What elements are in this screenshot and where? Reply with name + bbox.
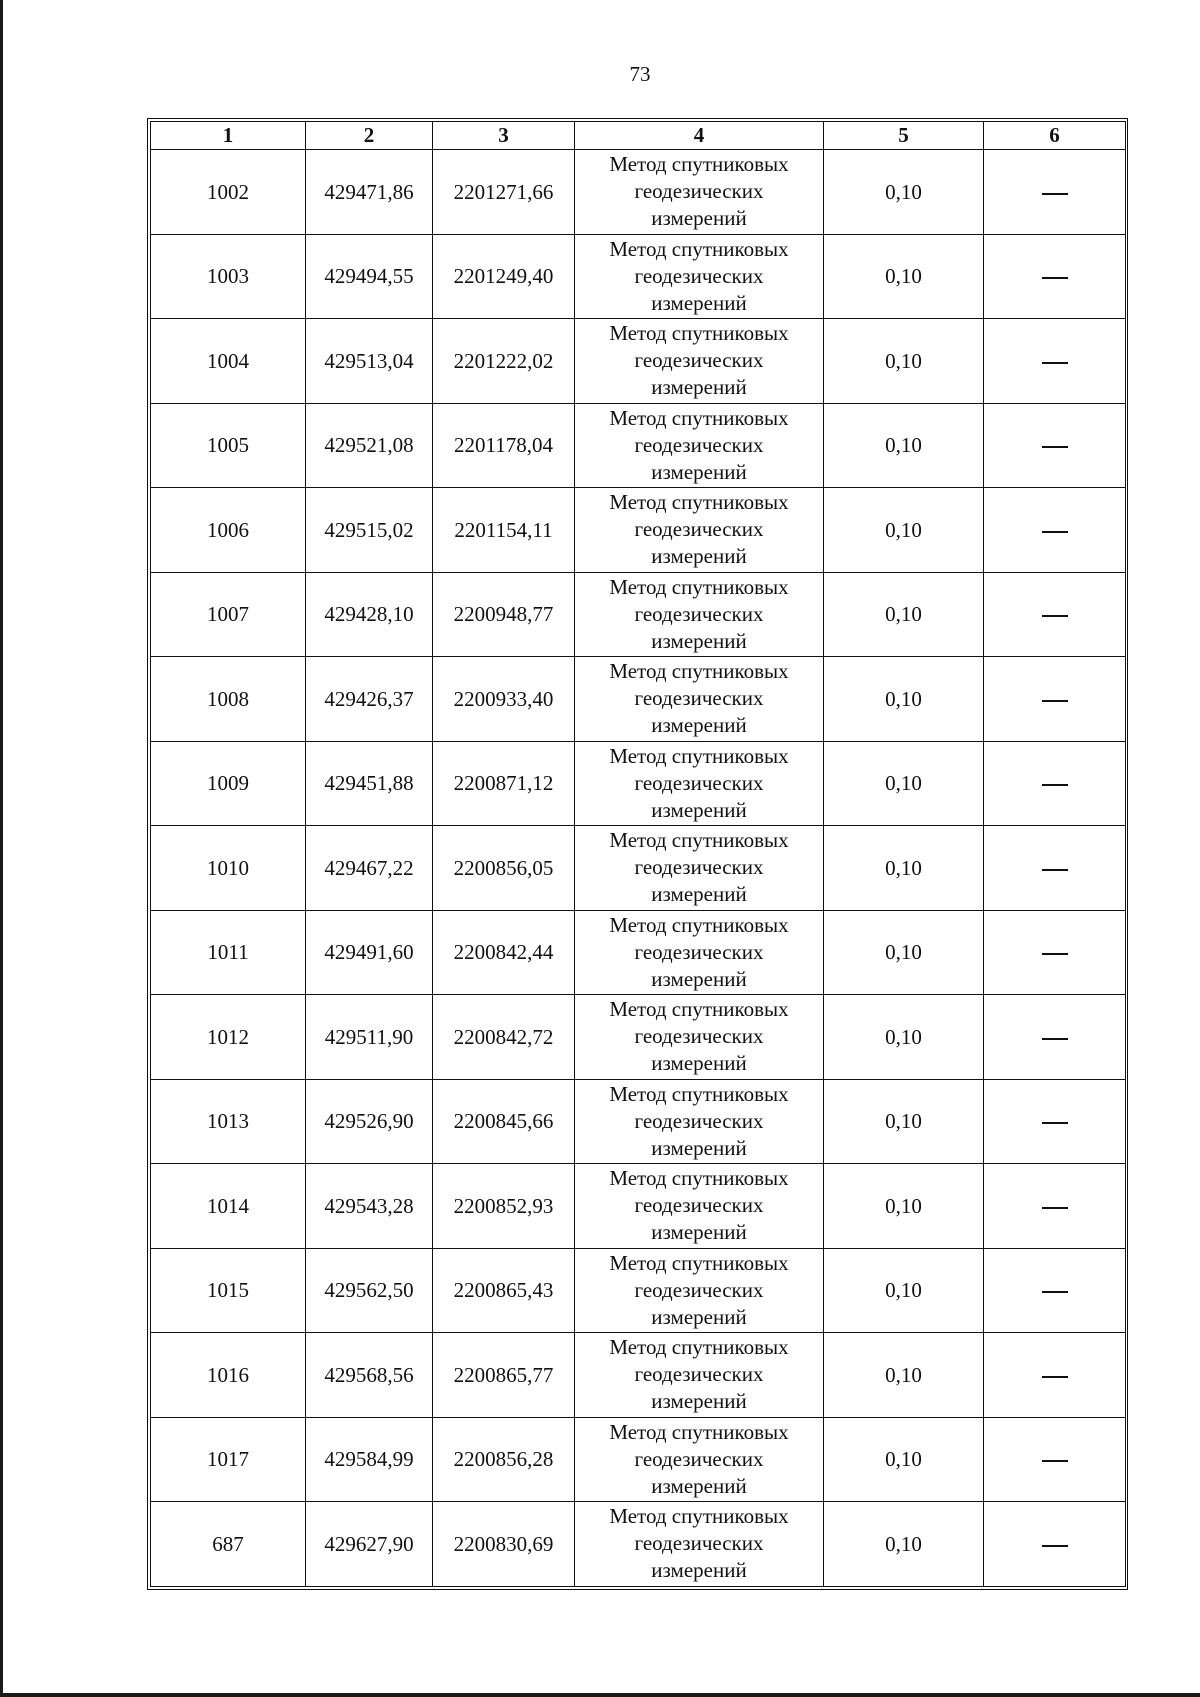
point-number-cell: 687 xyxy=(151,1502,306,1587)
dash-mark xyxy=(1042,784,1068,786)
point-number-cell: 1005 xyxy=(151,403,306,488)
dash-mark xyxy=(1042,869,1068,871)
table-row xyxy=(151,826,1126,911)
table-row xyxy=(151,1079,1126,1164)
table-row xyxy=(151,1333,1126,1418)
point-number-cell: 1009 xyxy=(151,741,306,826)
accuracy-cell: 0,10 xyxy=(824,1333,984,1418)
method-line: измерений xyxy=(651,882,747,907)
accuracy-cell: 0,10 xyxy=(824,319,984,404)
note-cell xyxy=(984,1502,1126,1587)
x-coordinate-cell: 429562,50 xyxy=(306,1248,433,1333)
table-row xyxy=(151,1502,1126,1587)
method-cell xyxy=(575,826,824,911)
method-cell xyxy=(575,319,824,404)
accuracy-cell: 0,10 xyxy=(824,995,984,1080)
method-line: Метод спутниковых xyxy=(609,1166,789,1191)
column-header-2: 2 xyxy=(306,122,433,150)
point-number-cell: 1002 xyxy=(151,150,306,235)
method-cell xyxy=(575,1417,824,1502)
method-line: геодезических xyxy=(634,1446,764,1471)
method-line: геодезических xyxy=(634,686,764,711)
accuracy-cell: 0,10 xyxy=(824,1502,984,1587)
method-cell xyxy=(575,657,824,742)
x-coordinate-cell: 429515,02 xyxy=(306,488,433,573)
y-coordinate-cell: 2201178,04 xyxy=(433,403,575,488)
coordinates-table-frame xyxy=(147,118,1128,1590)
x-coordinate-cell: 429627,90 xyxy=(306,1502,433,1587)
method-line: геодезических xyxy=(634,263,764,288)
accuracy-cell: 0,10 xyxy=(824,488,984,573)
method-line: измерений xyxy=(651,375,747,400)
method-line: измерений xyxy=(651,1304,747,1329)
method-line: измерений xyxy=(651,797,747,822)
table-body xyxy=(151,150,1126,1587)
method-line: Метод спутниковых xyxy=(609,912,789,937)
method-line: измерений xyxy=(651,459,747,484)
table-row xyxy=(151,572,1126,657)
method-line: измерений xyxy=(651,1051,747,1076)
x-coordinate-cell: 429543,28 xyxy=(306,1164,433,1249)
scan-edge-bottom xyxy=(0,1693,1200,1697)
method-line: геодезических xyxy=(634,601,764,626)
point-number-cell: 1017 xyxy=(151,1417,306,1502)
method-line: геодезических xyxy=(634,179,764,204)
method-cell xyxy=(575,1333,824,1418)
method-cell xyxy=(575,741,824,826)
note-cell xyxy=(984,403,1126,488)
y-coordinate-cell: 2200842,44 xyxy=(433,910,575,995)
dash-mark xyxy=(1042,362,1068,364)
x-coordinate-cell: 429491,60 xyxy=(306,910,433,995)
column-header-3: 3 xyxy=(433,122,575,150)
x-coordinate-cell: 429521,08 xyxy=(306,403,433,488)
y-coordinate-cell: 2200845,66 xyxy=(433,1079,575,1164)
point-number-cell: 1016 xyxy=(151,1333,306,1418)
dash-mark xyxy=(1042,1460,1068,1462)
x-coordinate-cell: 429526,90 xyxy=(306,1079,433,1164)
table-row xyxy=(151,234,1126,319)
method-line: Метод спутниковых xyxy=(609,1335,789,1360)
accuracy-cell: 0,10 xyxy=(824,657,984,742)
point-number-cell: 1004 xyxy=(151,319,306,404)
method-line: Метод спутниковых xyxy=(609,659,789,684)
accuracy-cell: 0,10 xyxy=(824,1164,984,1249)
method-line: измерений xyxy=(651,966,747,991)
method-line: геодезических xyxy=(634,770,764,795)
table-row xyxy=(151,403,1126,488)
note-cell xyxy=(984,488,1126,573)
point-number-cell: 1011 xyxy=(151,910,306,995)
method-line: геодезических xyxy=(634,1108,764,1133)
accuracy-cell: 0,10 xyxy=(824,150,984,235)
x-coordinate-cell: 429494,55 xyxy=(306,234,433,319)
page-number: 73 xyxy=(629,62,651,86)
dash-mark xyxy=(1042,531,1068,533)
x-coordinate-cell: 429426,37 xyxy=(306,657,433,742)
accuracy-cell: 0,10 xyxy=(824,1079,984,1164)
y-coordinate-cell: 2200856,05 xyxy=(433,826,575,911)
column-header-4: 4 xyxy=(575,122,824,150)
method-cell xyxy=(575,995,824,1080)
method-line: Метод спутниковых xyxy=(609,1250,789,1275)
method-line: геодезических xyxy=(634,855,764,880)
y-coordinate-cell: 2200852,93 xyxy=(433,1164,575,1249)
method-line: Метод спутниковых xyxy=(609,1419,789,1444)
y-coordinate-cell: 2200865,77 xyxy=(433,1333,575,1418)
method-line: измерений xyxy=(651,1473,747,1498)
method-line: геодезических xyxy=(634,1024,764,1049)
method-cell xyxy=(575,1248,824,1333)
x-coordinate-cell: 429513,04 xyxy=(306,319,433,404)
note-cell xyxy=(984,1333,1126,1418)
coordinates-table xyxy=(150,121,1126,1587)
x-coordinate-cell: 429511,90 xyxy=(306,995,433,1080)
method-line: Метод спутниковых xyxy=(609,490,789,515)
table-row xyxy=(151,910,1126,995)
table-row xyxy=(151,995,1126,1080)
method-line: измерений xyxy=(651,206,747,231)
dash-mark xyxy=(1042,700,1068,702)
y-coordinate-cell: 2200830,69 xyxy=(433,1502,575,1587)
method-cell xyxy=(575,1079,824,1164)
accuracy-cell: 0,10 xyxy=(824,572,984,657)
table-row xyxy=(151,741,1126,826)
accuracy-cell: 0,10 xyxy=(824,826,984,911)
point-number-cell: 1012 xyxy=(151,995,306,1080)
method-line: измерений xyxy=(651,1389,747,1414)
note-cell xyxy=(984,319,1126,404)
column-header-1: 1 xyxy=(151,122,306,150)
method-line: Метод спутниковых xyxy=(609,574,789,599)
method-line: Метод спутниковых xyxy=(609,321,789,346)
x-coordinate-cell: 429471,86 xyxy=(306,150,433,235)
x-coordinate-cell: 429428,10 xyxy=(306,572,433,657)
point-number-cell: 1014 xyxy=(151,1164,306,1249)
note-cell xyxy=(984,826,1126,911)
method-line: измерений xyxy=(651,1135,747,1160)
column-header-6: 6 xyxy=(984,122,1126,150)
method-cell xyxy=(575,1502,824,1587)
point-number-cell: 1006 xyxy=(151,488,306,573)
scan-edge-left xyxy=(0,0,3,1697)
method-line: измерений xyxy=(651,1220,747,1245)
x-coordinate-cell: 429584,99 xyxy=(306,1417,433,1502)
table-row xyxy=(151,488,1126,573)
note-cell xyxy=(984,1248,1126,1333)
note-cell xyxy=(984,1079,1126,1164)
point-number-cell: 1008 xyxy=(151,657,306,742)
method-line: измерений xyxy=(651,544,747,569)
method-line: геодезических xyxy=(634,432,764,457)
method-line: геодезических xyxy=(634,1193,764,1218)
method-cell xyxy=(575,403,824,488)
point-number-cell: 1010 xyxy=(151,826,306,911)
method-line: Метод спутниковых xyxy=(609,405,789,430)
dash-mark xyxy=(1042,1545,1068,1547)
table-row xyxy=(151,1248,1126,1333)
accuracy-cell: 0,10 xyxy=(824,741,984,826)
dash-mark xyxy=(1042,1376,1068,1378)
accuracy-cell: 0,10 xyxy=(824,234,984,319)
dash-mark xyxy=(1042,1122,1068,1124)
note-cell xyxy=(984,910,1126,995)
y-coordinate-cell: 2200933,40 xyxy=(433,657,575,742)
method-line: измерений xyxy=(651,628,747,653)
method-line: геодезических xyxy=(634,939,764,964)
dash-mark xyxy=(1042,953,1068,955)
y-coordinate-cell: 2201271,66 xyxy=(433,150,575,235)
table-row xyxy=(151,319,1126,404)
method-line: геодезических xyxy=(634,1277,764,1302)
dash-mark xyxy=(1042,277,1068,279)
note-cell xyxy=(984,995,1126,1080)
method-line: Метод спутниковых xyxy=(609,1504,789,1529)
method-cell xyxy=(575,1164,824,1249)
column-header-5: 5 xyxy=(824,122,984,150)
note-cell xyxy=(984,234,1126,319)
y-coordinate-cell: 2201154,11 xyxy=(433,488,575,573)
point-number-cell: 1015 xyxy=(151,1248,306,1333)
method-line: геодезических xyxy=(634,1362,764,1387)
note-cell xyxy=(984,1164,1126,1249)
note-cell xyxy=(984,657,1126,742)
method-cell xyxy=(575,234,824,319)
method-line: Метод спутниковых xyxy=(609,997,789,1022)
y-coordinate-cell: 2200865,43 xyxy=(433,1248,575,1333)
method-line: Метод спутниковых xyxy=(609,743,789,768)
dash-mark xyxy=(1042,1038,1068,1040)
accuracy-cell: 0,10 xyxy=(824,1248,984,1333)
accuracy-cell: 0,10 xyxy=(824,1417,984,1502)
dash-mark xyxy=(1042,446,1068,448)
y-coordinate-cell: 2201249,40 xyxy=(433,234,575,319)
table-row xyxy=(151,1164,1126,1249)
table-row xyxy=(151,1417,1126,1502)
method-cell xyxy=(575,572,824,657)
dash-mark xyxy=(1042,193,1068,195)
point-number-cell: 1003 xyxy=(151,234,306,319)
x-coordinate-cell: 429467,22 xyxy=(306,826,433,911)
y-coordinate-cell: 2200948,77 xyxy=(433,572,575,657)
table-header-row xyxy=(151,122,1126,150)
note-cell xyxy=(984,150,1126,235)
method-line: Метод спутниковых xyxy=(609,828,789,853)
dash-mark xyxy=(1042,1207,1068,1209)
y-coordinate-cell: 2201222,02 xyxy=(433,319,575,404)
method-cell xyxy=(575,488,824,573)
method-line: геодезических xyxy=(634,1531,764,1556)
point-number-cell: 1007 xyxy=(151,572,306,657)
dash-mark xyxy=(1042,615,1068,617)
x-coordinate-cell: 429451,88 xyxy=(306,741,433,826)
method-cell xyxy=(575,150,824,235)
x-coordinate-cell: 429568,56 xyxy=(306,1333,433,1418)
y-coordinate-cell: 2200842,72 xyxy=(433,995,575,1080)
note-cell xyxy=(984,572,1126,657)
method-line: Метод спутниковых xyxy=(609,1081,789,1106)
note-cell xyxy=(984,1417,1126,1502)
method-line: Метод спутниковых xyxy=(609,152,789,177)
y-coordinate-cell: 2200871,12 xyxy=(433,741,575,826)
method-line: измерений xyxy=(651,1558,747,1583)
method-line: геодезических xyxy=(634,348,764,373)
method-line: измерений xyxy=(651,290,747,315)
table-row xyxy=(151,150,1126,235)
method-cell xyxy=(575,910,824,995)
table-row xyxy=(151,657,1126,742)
note-cell xyxy=(984,741,1126,826)
method-line: измерений xyxy=(651,713,747,738)
accuracy-cell: 0,10 xyxy=(824,910,984,995)
method-line: Метод спутниковых xyxy=(609,236,789,261)
y-coordinate-cell: 2200856,28 xyxy=(433,1417,575,1502)
dash-mark xyxy=(1042,1291,1068,1293)
method-line: геодезических xyxy=(634,517,764,542)
accuracy-cell: 0,10 xyxy=(824,403,984,488)
point-number-cell: 1013 xyxy=(151,1079,306,1164)
